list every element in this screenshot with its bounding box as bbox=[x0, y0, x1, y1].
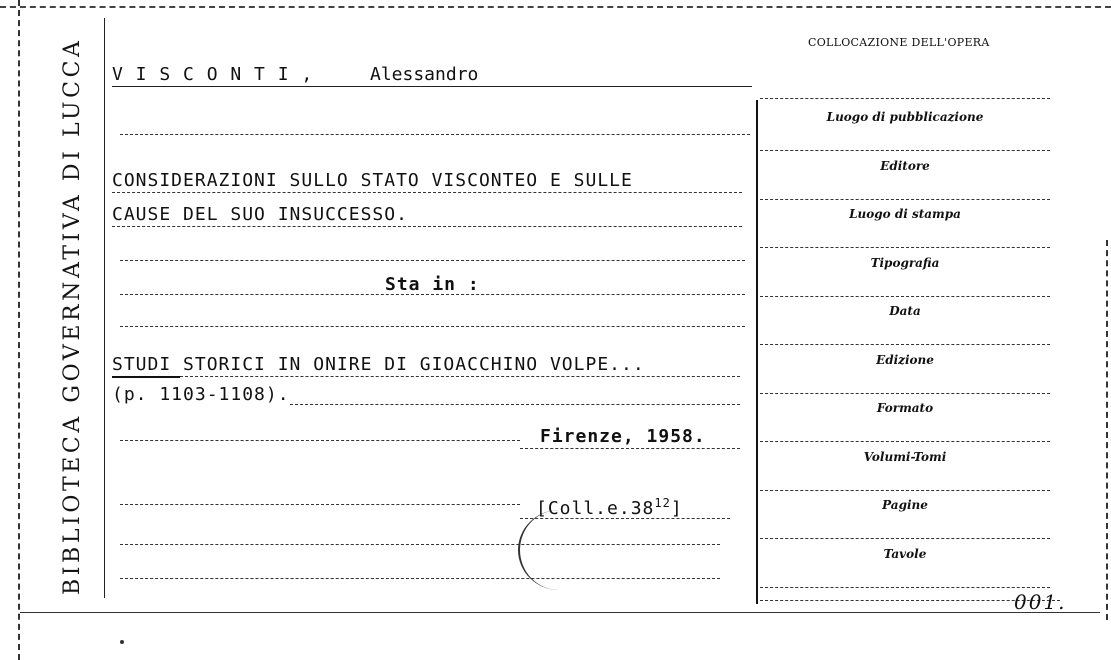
rule bbox=[112, 192, 742, 193]
field-rule bbox=[760, 393, 1050, 394]
field-label: Edizione bbox=[876, 352, 934, 367]
collocation-header: COLLOCAZIONE DELL'OPERA bbox=[808, 36, 990, 49]
title-line-1: CONSIDERAZIONI SULLO STATO VISCONTEO E SULLE bbox=[112, 170, 633, 191]
field-label: Tipografia bbox=[870, 255, 940, 270]
field-label: Pagine bbox=[882, 498, 928, 512]
field-rule bbox=[760, 247, 1050, 248]
handwritten-number: 001. bbox=[1014, 590, 1067, 614]
field-rule bbox=[760, 296, 1050, 297]
ink-speck bbox=[120, 640, 124, 644]
right-box-border bbox=[756, 100, 758, 604]
left-perforation bbox=[18, 0, 20, 660]
right-perforation bbox=[1106, 240, 1108, 620]
field-rule bbox=[760, 538, 1050, 539]
source-pages: (p. 1103-1108). bbox=[112, 384, 290, 405]
field-label: Data bbox=[889, 304, 921, 318]
blank-line bbox=[120, 260, 745, 261]
author-given-name: Alessandro bbox=[370, 64, 479, 85]
rule bbox=[760, 98, 1050, 99]
field-label: Editore bbox=[880, 158, 930, 173]
title-line-2: CAUSE DEL SUO INSUCCESSO. bbox=[112, 204, 408, 225]
place-year: Firenze, 1958. bbox=[540, 426, 706, 447]
partial-round-stamp bbox=[518, 510, 600, 590]
rule bbox=[290, 404, 740, 405]
source-underline-word bbox=[112, 376, 180, 378]
call-number-suffix: ] bbox=[670, 498, 683, 519]
rule bbox=[180, 376, 740, 377]
blank-line bbox=[120, 134, 750, 135]
author-underline bbox=[112, 86, 752, 87]
blank-line bbox=[120, 544, 720, 545]
rule bbox=[112, 226, 742, 227]
author-surname: V I S C O N T I , bbox=[112, 64, 314, 85]
field-label: Formato bbox=[876, 401, 934, 415]
field-rule bbox=[760, 490, 1050, 491]
rule bbox=[120, 440, 520, 441]
field-label: Tavole bbox=[883, 546, 927, 561]
field-rule bbox=[760, 199, 1050, 200]
call-number-prefix: [Coll.e.38 bbox=[536, 498, 655, 519]
library-stamp: BIBLIOTECA GOVERNATIVA DI LUCCA bbox=[60, 37, 85, 595]
field-rule bbox=[760, 441, 1050, 442]
blank-line bbox=[120, 326, 745, 327]
field-label: Luogo di pubblicazione bbox=[826, 110, 984, 124]
top-edge bbox=[0, 6, 1111, 8]
field-label: Volumi-Tomi bbox=[863, 449, 947, 464]
rule bbox=[120, 294, 745, 295]
field-rule bbox=[760, 150, 1050, 151]
stamp-divider bbox=[104, 18, 105, 598]
source-line-1: STUDI STORICI IN ONIRE DI GIOACCHINO VOLPE... bbox=[112, 354, 645, 375]
field-rule bbox=[760, 587, 1050, 588]
rule bbox=[520, 448, 740, 449]
blank-line bbox=[120, 578, 720, 579]
bottom-edge bbox=[20, 612, 1100, 613]
field-label: Luogo di stampa bbox=[849, 207, 961, 221]
field-rule bbox=[760, 344, 1050, 345]
call-number-superscript: 12 bbox=[654, 496, 671, 510]
rule bbox=[120, 504, 520, 505]
sta-in-label: Sta in : bbox=[385, 274, 480, 295]
